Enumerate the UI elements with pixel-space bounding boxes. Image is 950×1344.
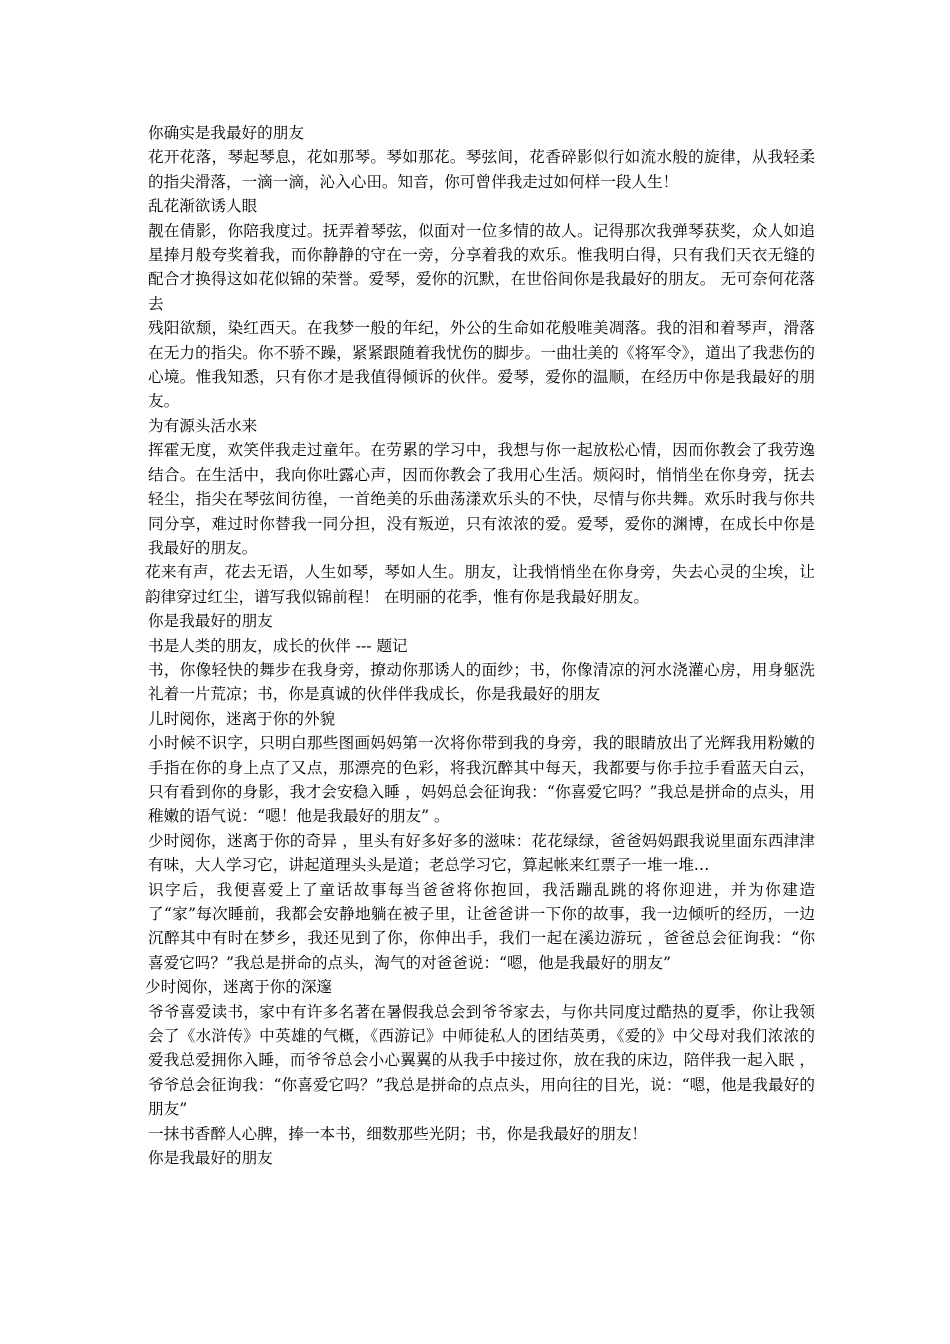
paragraph: 花开花落，琴起琴息，花如那琴。琴如那花。琴弦间，花香碎影似行如流水般的旋律，从我轻柔的指尖滑落，一滴一滴，沁入心田。知音，你可曾伴我走过如何样一段人生！	[148, 148, 815, 191]
paragraph: 挥霍无度，欢笑伴我走过童年。在劳累的学习中，我想与你一起放松心情，因而你教会了我劳逸结合。在生活中，我向你吐露心声，因而你教会了我用心生活。烦闷时，悄悄坐在你身旁，抚去轻尘，指尖在琴弦间彷徨，一首绝美的乐曲荡漾欢乐头的不快，尽情与你共舞。欢乐时我与你共同分享，难过时你替我一同分担，没有叛逆，只有浓浓的爱。爱琴，爱你的渊博，在成长中你是我最好的朋友。	[148, 441, 815, 557]
section-heading: 乱花渐欲诱人眼	[148, 197, 258, 216]
section-heading: 少时阅你，迷离于你的深邃	[145, 978, 333, 997]
paragraph: 少时阅你，迷离于你的奇异 ，里头有好多好多的滋味：花花绿绿，爸爸妈妈跟我说里面东西津津有味，大人学习它，讲起道理头头是道；老总学习它，算起帐来红票子一堆一堆…	[148, 831, 815, 875]
paragraph: 一抹书香醉人心脾，捧一本书，细数那些光阴；书，你是我最好的朋友！	[148, 1124, 648, 1143]
paragraph: 书，你像轻快的舞步在我身旁，撩动你那诱人的面纱；书，你像清凉的河水浇灌心房，用身躯洗礼着一片荒凉；书，你是真诚的伙伴伴我成长，你是我最好的朋友	[148, 660, 815, 704]
paragraph: 靓在倩影，你陪我度过。抚弄着琴弦，似面对一位多情的故人。记得那次我弹琴获奖，众人如追星捧月般夸奖着我，而你静静的守在一旁，分享着我的欢乐。惟我明白得，只有我们天衣无缝的配合才换得这如花似锦的荣誉。爱琴，爱你的沉默，在世俗间你是我最好的朋友。 无可奈何花落去	[148, 221, 815, 313]
epigraph: 书是人类的朋友，成长的伙伴 --- 题记	[148, 636, 408, 655]
section-heading: 你是我最好的朋友	[148, 1149, 273, 1168]
document-page	[145, 121, 815, 1170]
paragraph: 花来有声，花去无语，人生如琴，琴如人生。朋友，让我悄悄坐在你身旁，失去心灵的尘埃，让韵律穿过红尘，谱写我似锦前程！ 在明丽的花季，惟有你是我最好朋友。	[145, 563, 815, 606]
section-heading: 儿时阅你，迷离于你的外貌	[148, 709, 336, 728]
paragraph: 残阳欲颓，染红西天。在我梦一般的年纪，外公的生命如花般唯美凋落。我的泪和着琴声，滑落在无力的指尖。你不骄不躁，紧紧跟随着我忧伤的脚步。一曲壮美的《将军令》，道出了我悲伤的心境。惟我知悉，只有你才是我值得倾诉的伙伴。爱琴，爱你的温顺，在经历中你是我最好的朋友。	[148, 319, 815, 411]
paragraph: 爷爷喜爱读书，家中有许多名著在暑假我总会到爷爷家去，与你共同度过酷热的夏季，你让我领会了《水浒传》中英雄的气概，《西游记》中师徒私人的团结英勇，《爱的》中父母对我们浓浓的爱我总爱拥你入睡，而爷爷总会小心翼翼的从我手中接过你，放在我的床边，陪伴我一起入眠 ，爷爷总会征询我：“你喜爱它吗？”我总是拼命的点点头，用向往的目光，说：“嗯，他是我最好的朋友”	[148, 1002, 815, 1119]
section-heading: 你确实是我最好的朋友	[148, 124, 304, 142]
paragraph: 识字后，我便喜爱上了童话故事每当爸爸将你抱回，我活蹦乱跳的将你迎进，并为你建造了“家”每次睡前，我都会安静地躺在被子里，让爸爸讲一下你的故事，我一边倾听的经历，一边沉醉其中有时在梦乡，我还见到了你，你伸出手，我们一起在溪边游玩 ，爸爸总会征询我：“你喜爱它吗？”我总是拼命的点头，淘气的对爸爸说：“嗯，他是我最好的朋友”	[148, 880, 815, 972]
section-heading: 为有源头活水来	[148, 416, 258, 435]
section-heading: 你是我最好的朋友	[148, 612, 273, 631]
paragraph: 小时候不识字，只明白那些图画妈妈第一次将你带到我的身旁，我的眼睛放出了光辉我用粉嫩的手指在你的身上点了又点，那漂亮的色彩，将我沉醉其中每天，我都要与你手拉手看蓝天白云，只有看到你的身影，我才会安稳入睡 ，妈妈总会征询我：“你喜爱它吗？”我总是拼命的点头，用稚嫩的语气说：“嗯！他是我最好的朋友” 。	[148, 734, 815, 826]
